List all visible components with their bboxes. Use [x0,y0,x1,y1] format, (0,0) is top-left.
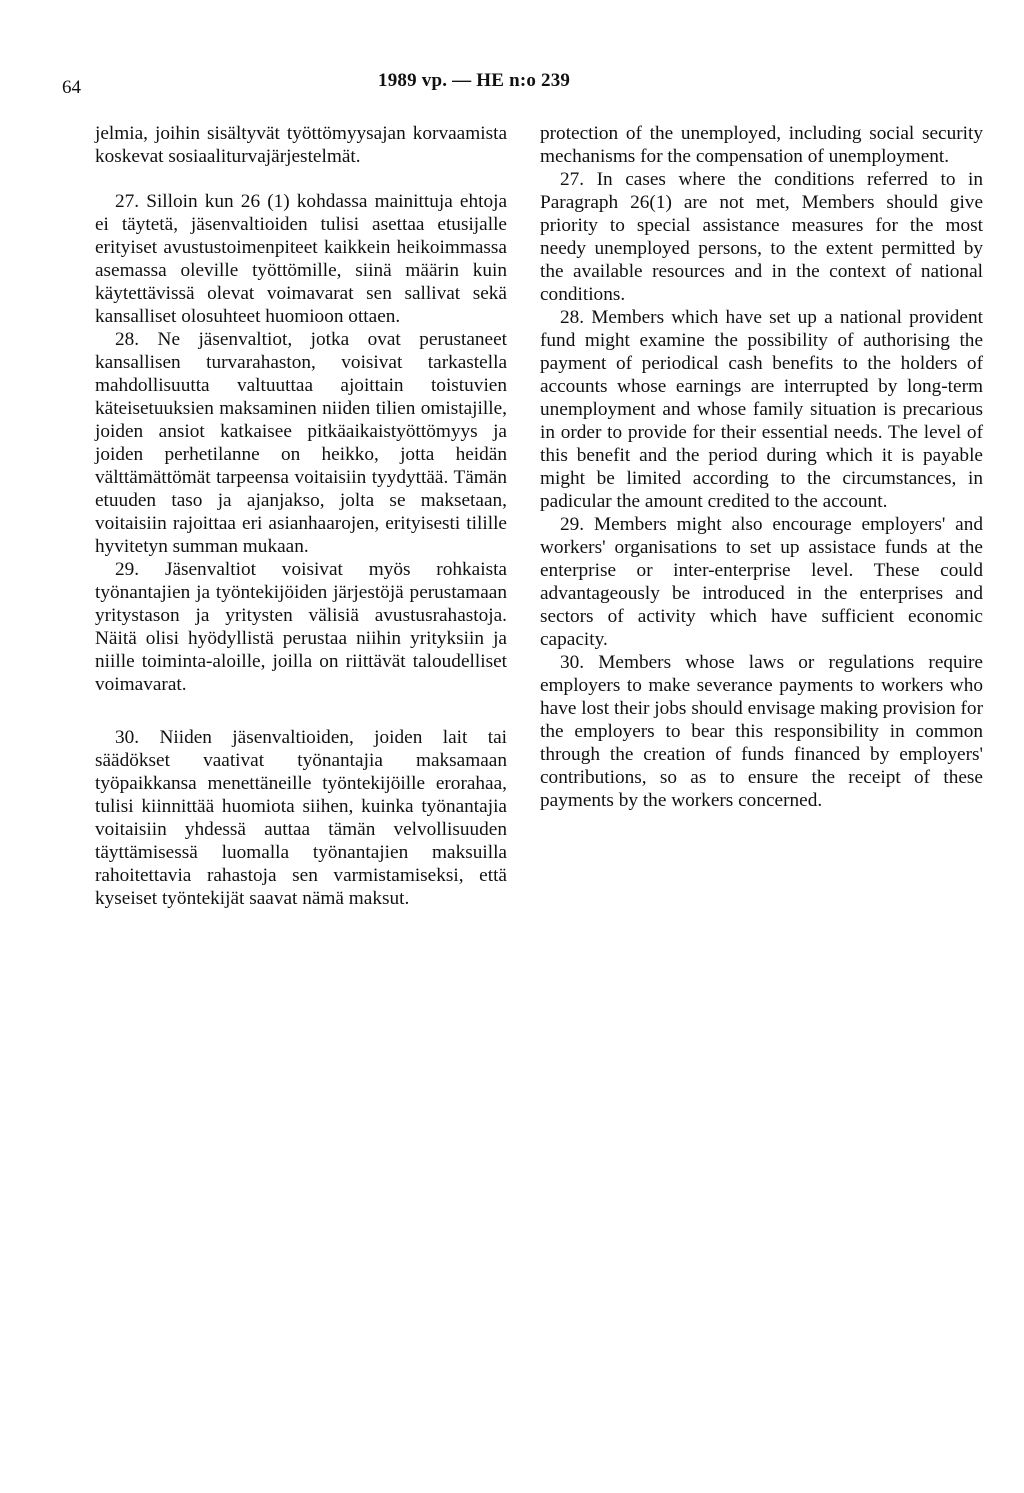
en-paragraph-30: 30. Members whose laws or regulations require employers to make severance payments to workers who have lost their jobs should envisage making provision for the employers to bear this responsibility in common through the creation of funds financed by employers' contributions, so as to ensure the receipt of these payments by the workers concerned. [540,652,983,811]
running-header: 1989 vp. — HE n:o 239 [378,70,571,91]
en-paragraph-intro: protection of the unemployed, including social security mechanisms for the compensation of unemployment. [540,123,983,167]
en-paragraph-28: 28. Members which have set up a national provident fund might examine the possibility of authorising the payment of periodical cash benefits to the holders of accounts whose earnings are interrupted by long-term unemployment and whose family situation is precarious in order to provide for their essential needs. The level of this benefit and the period during which it is payable might be limited according to the circumstances, in padicular the amount credited to the account. [540,307,983,512]
fi-paragraph-30: 30. Niiden jäsenvaltioiden, joiden lait tai säädökset vaativat työnantajia maksamaan työpaikkansa menettäneille työntekijöille erorahaa, tulisi kiinnittää huomiota siihen, kuinka työnantajia voitaisiin yhdessä auttaa tämän velvollisuuden täyttämisessä luomalla työnantajien maksuilla rahoitettavia rahastoja sen varmistamiseksi, että kyseiset työntekijät saavat nämä maksut. [95,727,507,909]
fi-paragraph-28: 28. Ne jäsenvaltiot, jotka ovat perustaneet kansallisen turvarahaston, voisivat tarkastella mahdollisuutta valtuuttaa ajoittain toistuvien käteisetuuksien maksaminen niiden tilien omistajille, joiden ansiot katkaisee pitkäaikaistyöttömyys ja joiden perhetilanne on heikko, jotta heidän välttämättömät tarpeensa voitaisiin tyydyttää. Tämän etuuden taso ja ajanjakso, jolta se maksetaan, voitaisiin rajoittaa eri asianhaarojen, erityisesti tilille hyvitetyn summan mukaan. [95,329,507,557]
en-paragraph-29: 29. Members might also encourage employers' and workers' organisations to set up assistace funds at the enterprise or inter-enterprise level. These could advantageously be introduced in the enterprises and sectors of activity which have sufficient economic capacity. [540,514,983,650]
page-number: 64 [62,77,81,98]
fi-paragraph-27: 27. Silloin kun 26 (1) kohdassa mainittuja ehtoja ei täytetä, jäsenvaltioiden tulisi asettaa etusijalle erityiset avustustoimenpiteet kaikkein heikoimmassa asemassa oleville työttömille, siinä määrin kuin käytettävissä olevat voimavarat sen sallivat sekä kansalliset olosuhteet huomioon ottaen. [95,191,507,327]
fi-paragraph-intro: jelmia, joihin sisältyvät työttömyysajan korvaamista koskevat sosiaaliturvajärjestelmät. [95,123,507,167]
finnish-column [95,122,507,910]
fi-paragraph-29: 29. Jäsenvaltiot voisivat myös rohkaista työnantajien ja työntekijöiden järjestöjä perustamaan yritystason ja yritysten välisiä avustusrahastoja. Näitä olisi hyödyllistä perustaa niihin yrityksiin ja niille toiminta-aloille, joilla on riittävät taloudelliset voimavarat. [95,559,507,695]
english-column [540,122,983,812]
en-paragraph-27: 27. In cases where the conditions referred to in Paragraph 26(1) are not met, Members should give priority to special assistance measures for the most needy unemployed persons, to the extent permitted by the available resources and in the context of national conditions. [540,169,983,305]
